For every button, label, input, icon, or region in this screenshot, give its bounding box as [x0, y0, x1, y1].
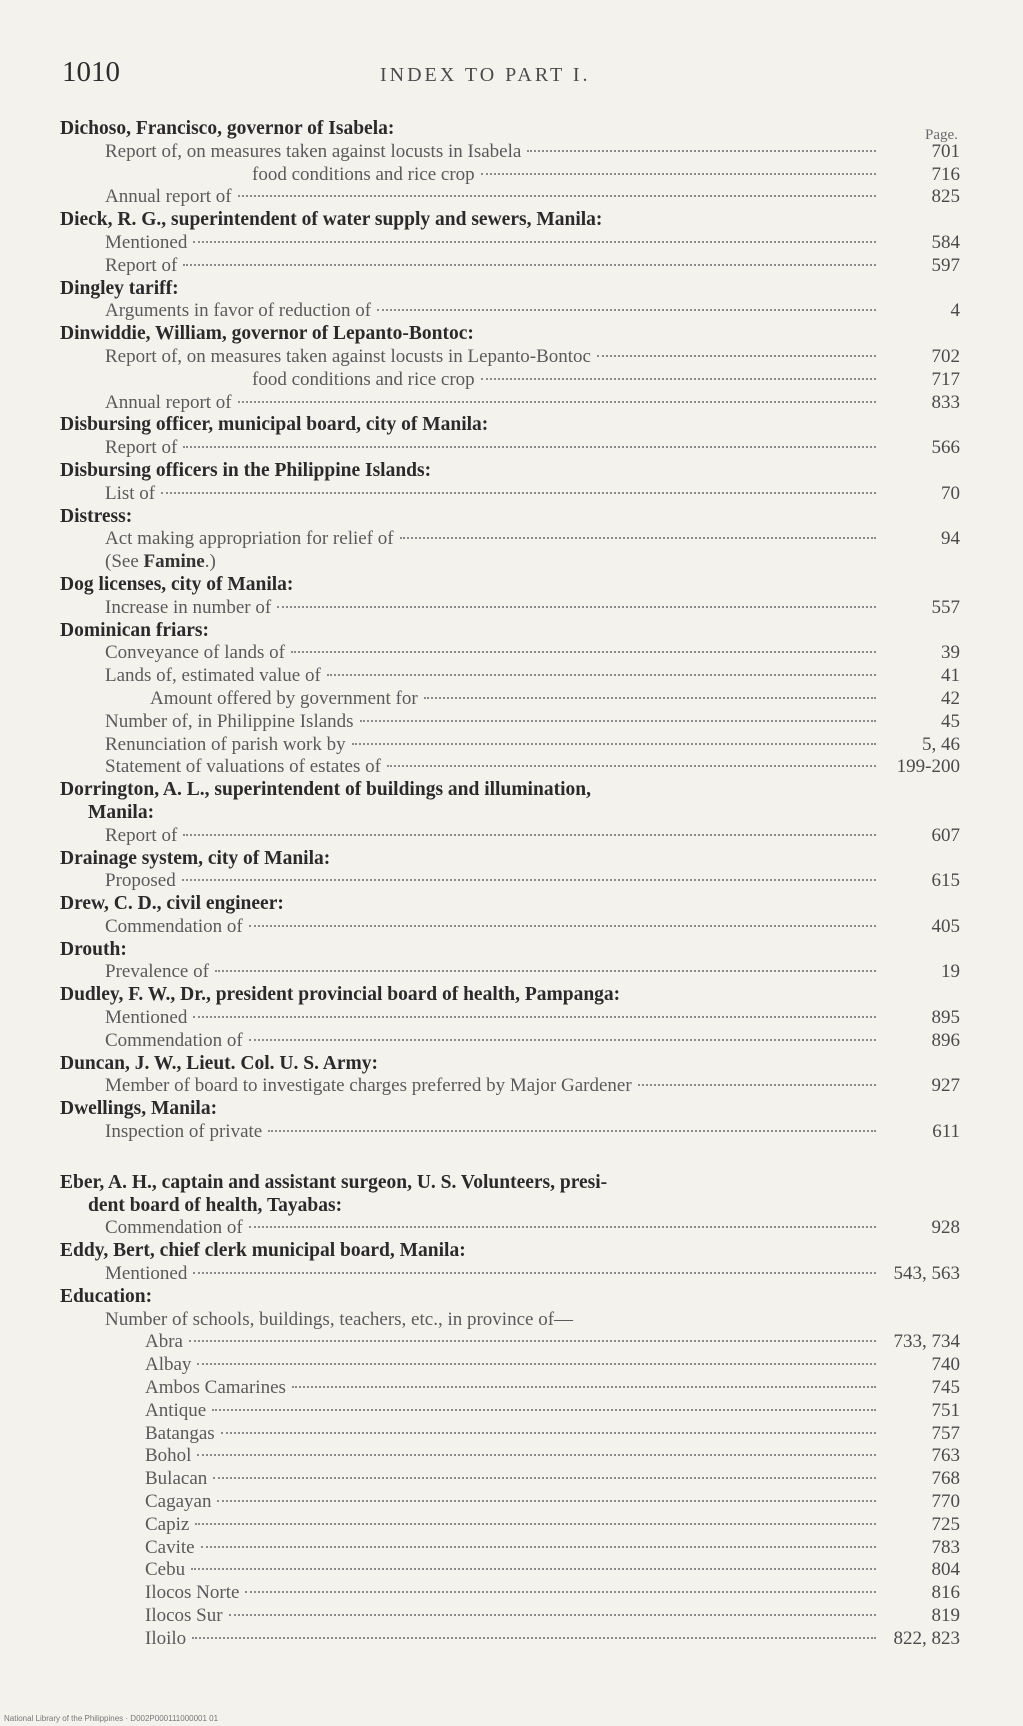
- dot-leader: [527, 150, 876, 152]
- index-entry: [60, 1217, 960, 1240]
- index-heading: Dominican friars:: [60, 619, 209, 641]
- page-ref: 895: [931, 1007, 960, 1029]
- index-heading: Education:: [60, 1285, 153, 1307]
- entry-text: Annual report of: [105, 391, 232, 413]
- page-ref: 42: [941, 687, 960, 709]
- index-heading: Disbursing officer, municipal board, city of Manila:: [60, 414, 489, 436]
- index-heading: Eddy, Bert, chief clerk municipal board, Manila:: [60, 1240, 466, 1262]
- index-entry: [60, 688, 960, 711]
- index-entry: [60, 164, 960, 187]
- page-ref: 5, 46: [922, 733, 960, 755]
- running-head: [62, 56, 962, 96]
- index-entry: [60, 232, 960, 255]
- page-ref: 927: [931, 1075, 960, 1097]
- entry-text: Statement of valuations of estates of: [105, 756, 381, 778]
- page-ref: 45: [941, 710, 960, 732]
- index-entry: [60, 255, 960, 278]
- page-ref: 607: [931, 824, 960, 846]
- page-ref: 584: [931, 231, 960, 253]
- dot-leader: [183, 446, 876, 448]
- entry-text: Iloilo: [145, 1627, 187, 1649]
- entry-text: Report of, on measures taken against locusts in Lepanto-Bontoc: [105, 345, 591, 367]
- index-heading: Duncan, J. W., Lieut. Col. U. S. Army:: [60, 1052, 378, 1074]
- entry-text: Commendation of: [105, 1029, 243, 1051]
- entry-text: Ambos Camarines: [145, 1377, 286, 1399]
- page-ref: 41: [941, 665, 960, 687]
- dot-leader: [327, 674, 876, 676]
- dot-leader: [424, 697, 876, 699]
- page-ref: 70: [941, 482, 960, 504]
- index-entry: [60, 961, 960, 984]
- dot-leader: [291, 651, 876, 653]
- index-heading: Dinwiddie, William, governor of Lepanto-Bontoc:: [60, 323, 474, 345]
- page-ref: 611: [932, 1121, 960, 1143]
- dot-leader: [213, 1477, 876, 1479]
- entry-text: Capiz: [145, 1513, 190, 1535]
- index-entry: [60, 665, 960, 688]
- index-heading: Dieck, R. G., superintendent of water supply and sewers, Manila:: [60, 209, 603, 231]
- index-heading: Drainage system, city of Manila:: [60, 847, 331, 869]
- entry-text: Commendation of: [105, 1217, 243, 1239]
- entry-text: Renunciation of parish work by: [105, 733, 346, 755]
- index-heading: Dingley tariff:: [60, 277, 179, 299]
- dot-leader: [217, 1500, 876, 1502]
- page-ref: 833: [931, 391, 960, 413]
- entry-text: Amount offered by government for: [150, 687, 418, 709]
- index-entry: [60, 1354, 960, 1377]
- dot-leader: [195, 1523, 876, 1525]
- index-entry: [60, 1423, 960, 1446]
- entry-text: Conveyance of lands of: [105, 642, 285, 664]
- page-ref: 701: [931, 140, 960, 162]
- index-entry: [60, 1075, 960, 1098]
- index-entry: [60, 1514, 960, 1537]
- entry-text: Bulacan: [145, 1468, 208, 1490]
- page-ref: 763: [931, 1445, 960, 1467]
- index-heading: Drew, C. D., civil engineer:: [60, 893, 284, 915]
- entry-text: Report of: [105, 824, 178, 846]
- index-entry: [60, 916, 960, 939]
- cross-reference-term: Famine: [143, 551, 205, 573]
- page-ref: 543, 563: [893, 1263, 960, 1285]
- entry-text: Cagayan: [145, 1491, 212, 1513]
- entry-text: food conditions and rice crop: [252, 163, 475, 185]
- entry-text: Lands of, estimated value of: [105, 665, 321, 687]
- entry-text: Batangas: [145, 1422, 215, 1444]
- index-entry: [60, 1377, 960, 1400]
- dot-leader: [212, 1409, 876, 1411]
- index-entry: [60, 369, 960, 392]
- entry-text: Abra: [145, 1331, 183, 1353]
- index-heading: Dudley, F. W., Dr., president provincial board of health, Pampanga:: [60, 984, 621, 1006]
- page-ref: 928: [931, 1217, 960, 1239]
- page-ref: 566: [931, 437, 960, 459]
- index-entry: [60, 1445, 960, 1468]
- page-ref: 725: [931, 1513, 960, 1535]
- index-entry: [60, 1491, 960, 1514]
- entry-text: Annual report of: [105, 186, 232, 208]
- entry-text: Act making appropriation for relief of: [105, 528, 394, 550]
- page-ref: 405: [931, 915, 960, 937]
- index-entry: [60, 1468, 960, 1491]
- entry-text: Arguments in favor of reduction of: [105, 300, 372, 322]
- dot-leader: [193, 1016, 876, 1018]
- index-entry: [60, 186, 960, 209]
- index-entry: [60, 1331, 960, 1354]
- index-entry: [60, 392, 960, 415]
- index-entry: [60, 1400, 960, 1423]
- page-ref: 825: [931, 186, 960, 208]
- page-ref: 896: [931, 1029, 960, 1051]
- entry-text: Albay: [145, 1354, 192, 1376]
- index-heading: Dog licenses, city of Manila:: [60, 573, 294, 595]
- dot-leader: [215, 970, 876, 972]
- running-head-title: INDEX TO PART I.: [380, 64, 591, 86]
- page-ref: 4: [950, 300, 960, 322]
- page-ref: 816: [931, 1582, 960, 1604]
- index-entry: [60, 734, 960, 757]
- dot-leader: [193, 241, 876, 243]
- index-entry: [60, 825, 960, 848]
- dot-leader: [221, 1432, 876, 1434]
- page-ref: 751: [931, 1399, 960, 1421]
- dot-leader: [377, 309, 876, 311]
- page-ref: 822, 823: [893, 1627, 960, 1649]
- index-entry: [60, 597, 960, 620]
- page-ref: 740: [931, 1354, 960, 1376]
- index-heading: Dwellings, Manila:: [60, 1098, 218, 1120]
- page-ref: 39: [941, 642, 960, 664]
- dot-leader: [183, 834, 876, 836]
- page-ref: 717: [931, 368, 960, 390]
- dot-leader: [161, 492, 876, 494]
- entry-text: Report of: [105, 437, 178, 459]
- dot-leader: [238, 195, 876, 197]
- page-ref: 199-200: [896, 756, 960, 778]
- page-ref: 716: [931, 163, 960, 185]
- entry-text: Report of: [105, 254, 178, 276]
- index-entry: [60, 1559, 960, 1582]
- index-entry: [60, 1628, 960, 1651]
- dot-leader: [268, 1130, 876, 1132]
- index-entry: [60, 642, 960, 665]
- entry-text: Proposed: [105, 870, 176, 892]
- entry-text: Mentioned: [105, 1263, 188, 1285]
- dot-leader: [192, 1637, 876, 1639]
- dot-leader: [197, 1363, 876, 1365]
- index-entry: [60, 1263, 960, 1286]
- entry-text: Cebu: [145, 1559, 186, 1581]
- dot-leader: [191, 1568, 876, 1570]
- entry-text: Increase in number of: [105, 596, 272, 618]
- index-entry: [60, 483, 960, 506]
- dot-leader: [201, 1546, 876, 1548]
- entry-text: Antique: [145, 1399, 207, 1421]
- entry-text: Mentioned: [105, 231, 188, 253]
- dot-leader: [183, 264, 876, 266]
- entry-text: Bohol: [145, 1445, 192, 1467]
- page-ref: 597: [931, 254, 960, 276]
- page-ref: 757: [931, 1422, 960, 1444]
- page-ref: 819: [931, 1605, 960, 1626]
- dot-leader: [197, 1454, 876, 1456]
- dot-leader: [249, 925, 876, 927]
- index-heading: Dichoso, Francisco, governor of Isabela:: [60, 118, 395, 139]
- index-entry: [60, 1537, 960, 1560]
- index-subheading: Number of schools, buildings, teachers, etc., in province of—: [105, 1308, 574, 1330]
- index-entry: [60, 1605, 960, 1628]
- page-column-label: Page.: [925, 127, 958, 143]
- entry-text: Report of, on measures taken against locusts in Isabela: [105, 140, 522, 162]
- index-entry: [60, 528, 960, 551]
- index-entry: [60, 711, 960, 734]
- entry-text: Member of board to investigate charges preferred by Major Gardener: [105, 1075, 632, 1097]
- dot-leader: [189, 1340, 876, 1342]
- entry-text: Cavite: [145, 1536, 195, 1558]
- index-heading: Distress:: [60, 505, 133, 527]
- index-entry: [60, 141, 960, 164]
- index-entry: [60, 300, 960, 323]
- dot-leader: [245, 1591, 876, 1593]
- dot-leader: [238, 401, 876, 403]
- dot-leader: [400, 537, 876, 539]
- dot-leader: [292, 1386, 876, 1388]
- index-entry: [60, 1582, 960, 1605]
- cross-reference: (See Famine.): [105, 551, 216, 573]
- dot-leader: [481, 378, 876, 380]
- page-ref: 702: [931, 345, 960, 367]
- index-heading: Eber, A. H., captain and assistant surgeon, U. S. Volunteers, presi-: [60, 1171, 608, 1193]
- entry-text: Mentioned: [105, 1007, 188, 1029]
- entry-text: Inspection of private: [105, 1121, 263, 1143]
- index-entry: [60, 870, 960, 893]
- dot-leader: [249, 1226, 876, 1228]
- scan-footer: National Library of the Philippines · D002P000111000001 01: [4, 1714, 219, 1723]
- page-ref: 768: [931, 1468, 960, 1490]
- page-ref: 804: [931, 1559, 960, 1581]
- dot-leader: [638, 1084, 876, 1086]
- index-heading: Disbursing officers in the Philippine Islands:: [60, 459, 432, 481]
- entry-text: Ilocos Sur: [145, 1605, 223, 1626]
- entry-text: List of: [105, 482, 156, 504]
- index-entry: [60, 346, 960, 369]
- page-ref: 745: [931, 1377, 960, 1399]
- page-ref: 615: [931, 870, 960, 892]
- index-heading: Dorrington, A. L., superintendent of buildings and illumination,: [60, 779, 591, 801]
- page-ref: 19: [941, 961, 960, 983]
- page-ref: 770: [931, 1491, 960, 1513]
- index-heading: Drouth:: [60, 938, 127, 960]
- index-entry: [60, 756, 960, 779]
- entry-text: Number of, in Philippine Islands: [105, 710, 354, 732]
- dot-leader: [387, 765, 876, 767]
- dot-leader: [597, 355, 876, 357]
- index-entry: [60, 437, 960, 460]
- index-entry: [60, 1007, 960, 1030]
- entry-text: food conditions and rice crop: [252, 368, 475, 390]
- dot-leader: [277, 606, 876, 608]
- page-ref: 94: [941, 528, 960, 550]
- page-number: 1010: [62, 56, 120, 88]
- index-heading: dent board of health, Tayabas:: [88, 1194, 343, 1216]
- index-entry: [60, 1030, 960, 1053]
- dot-leader: [352, 743, 876, 745]
- dot-leader: [229, 1614, 876, 1616]
- page-ref: 557: [931, 596, 960, 618]
- page-ref: 733, 734: [893, 1331, 960, 1353]
- dot-leader: [360, 720, 876, 722]
- page-ref: 783: [931, 1536, 960, 1558]
- index-entry: [60, 1121, 960, 1144]
- dot-leader: [481, 173, 876, 175]
- dot-leader: [249, 1039, 876, 1041]
- dot-leader: [193, 1272, 876, 1274]
- index-list: [60, 118, 960, 1651]
- entry-text: Commendation of: [105, 915, 243, 937]
- entry-text: Ilocos Norte: [145, 1582, 240, 1604]
- entry-text: Prevalence of: [105, 961, 209, 983]
- index-heading: Manila:: [88, 801, 155, 823]
- dot-leader: [182, 879, 876, 881]
